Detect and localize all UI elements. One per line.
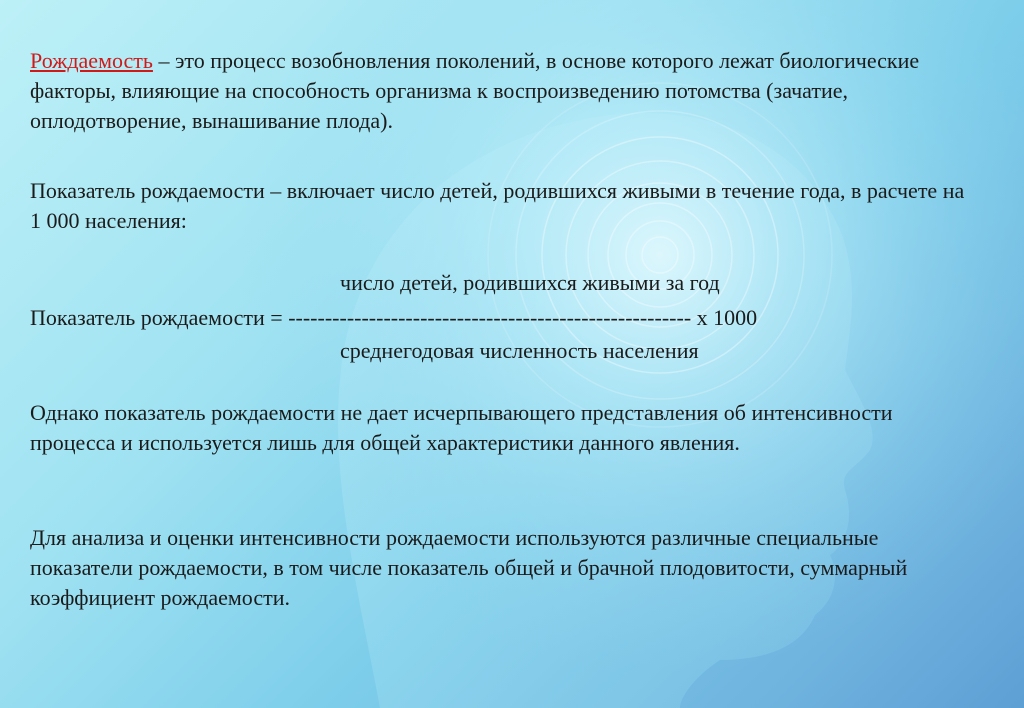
analysis-paragraph: Для анализа и оценки интенсивности рождаемости используются различные специальные показатели рождаемости, в том числе показатель общей и брачной плодовитости, суммарный коэффициент рождаемости. bbox=[30, 525, 908, 610]
limitation-paragraph: Однако показатель рождаемости не дает исчерпывающего представления об интенсивности процесса и используется лишь для общей характеристики данного явления. bbox=[30, 400, 893, 455]
definition-text: – это процесс возобновления поколений, в основе которого лежат биологические факторы, влияющие на способность организма к воспроизведению потомства (зачатие, оплодотворение, вынашивание плода). bbox=[30, 48, 920, 133]
formula-denominator: среднегодовая численность населения bbox=[340, 338, 699, 363]
formula-fraction-bar: ------------------------------------------------------- bbox=[288, 305, 692, 330]
indicator-paragraph: Показатель рождаемости – включает число детей, родившихся живыми в течение года, в расчете на 1 000 населения: bbox=[30, 178, 965, 233]
formula-numerator: число детей, родившихся живыми за год bbox=[340, 270, 720, 295]
formula-multiplier: х 1000 bbox=[696, 305, 758, 330]
formula-row bbox=[30, 303, 757, 333]
definition-term: Рождаемость bbox=[30, 48, 153, 73]
formula-label: Показатель рождаемости = bbox=[30, 305, 289, 330]
definition-paragraph bbox=[30, 46, 980, 136]
